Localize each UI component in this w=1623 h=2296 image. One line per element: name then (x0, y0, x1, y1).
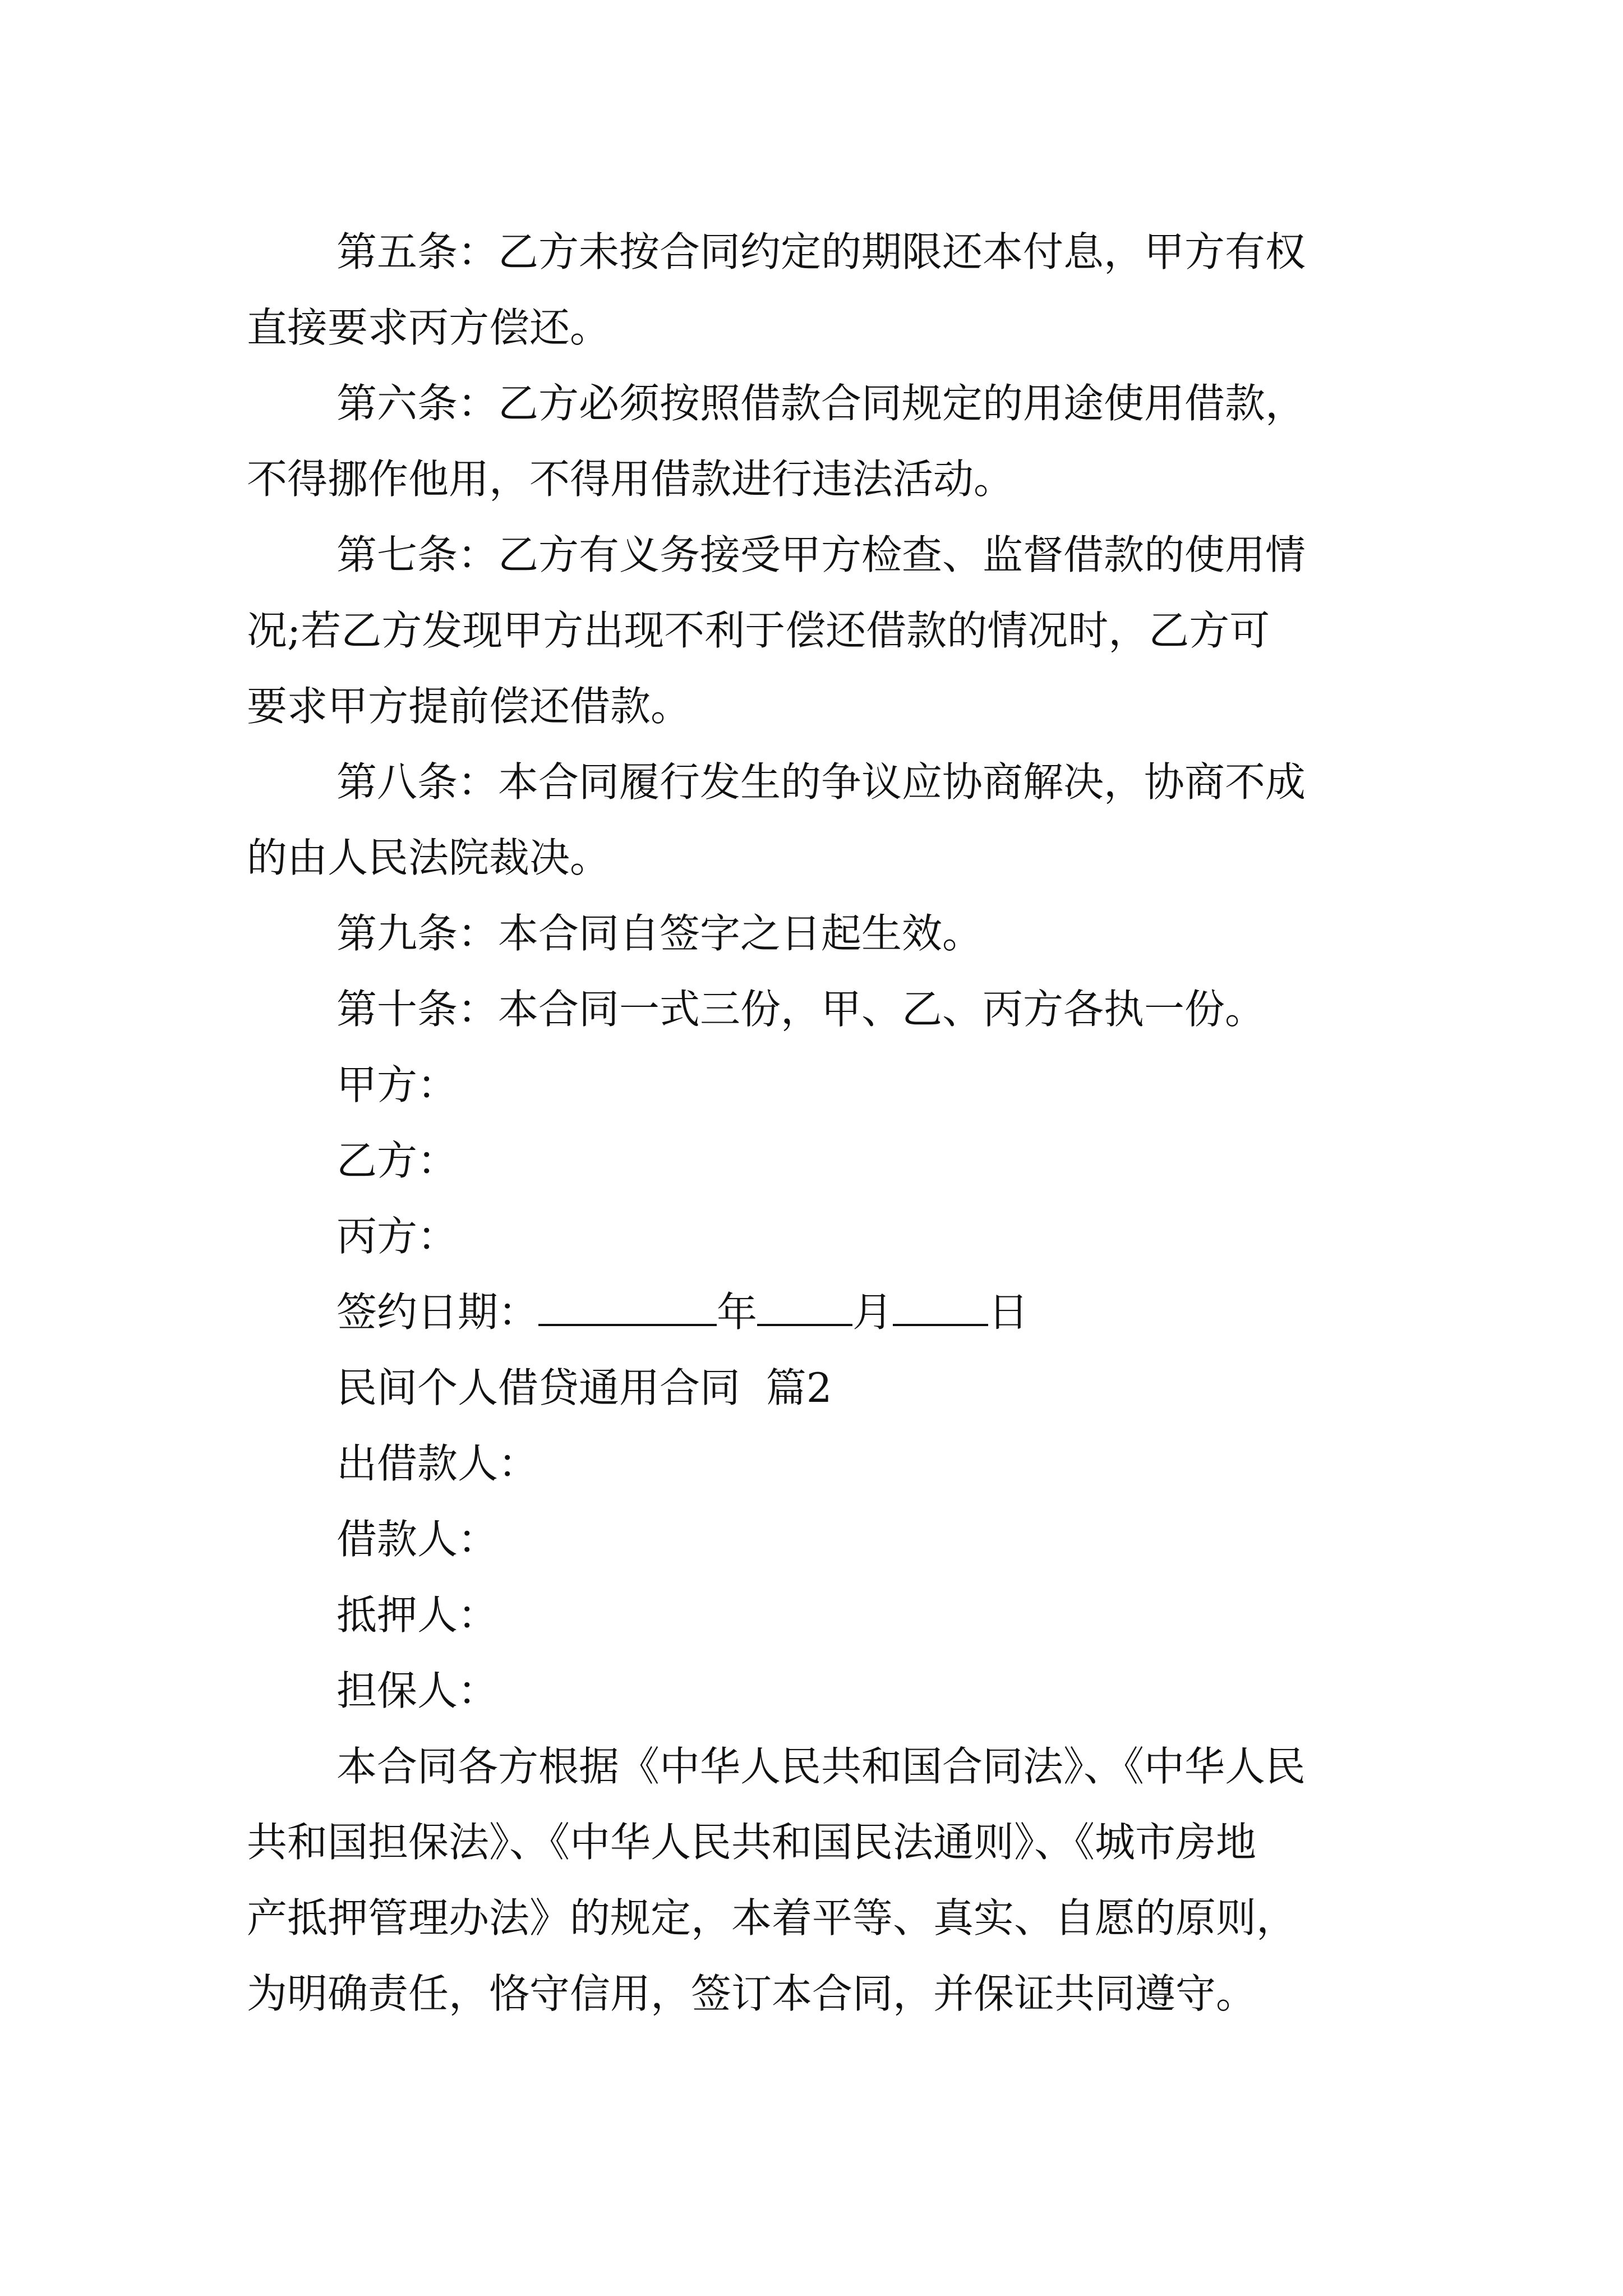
day-blank (893, 1289, 988, 1326)
party-c-label: 丙方： (336, 1213, 458, 1260)
lender-label: 出借款人： (336, 1440, 539, 1487)
article-8-line-2: 的由人民法院裁决。 (247, 834, 611, 881)
day-label: 日 (988, 1289, 1029, 1336)
article-5-line-2: 直接要求丙方偿还。 (247, 304, 611, 351)
preamble-line-3: 产抵押管理办法》的规定，本着平等、真实、自愿的原则， (247, 1894, 1297, 1941)
document-body (247, 214, 1391, 2032)
sign-date-line (247, 1274, 1391, 1350)
article-7-line-3: 要求甲方提前偿还借款。 (247, 683, 691, 730)
guarantor-label: 担保人： (336, 1667, 499, 1714)
party-b-label: 乙方： (336, 1137, 458, 1184)
article-7-line-1: 第七条：乙方有义务接受甲方检查、监督借款的使用情 (336, 531, 1306, 578)
article-5-line-1: 第五条：乙方未按合同约定的期限还本付息，甲方有权 (336, 228, 1306, 275)
party-a-label: 甲方： (336, 1061, 458, 1108)
article-6-line-2: 不得挪作他用，不得用借款进行违法活动。 (247, 455, 1015, 503)
section-2-title: 民间个人借贷通用合同 篇2 (336, 1364, 832, 1411)
sign-date-label: 签约日期： (336, 1289, 539, 1336)
article-8-line-1: 第八条：本合同履行发生的争议应协商解决，协商不成 (336, 758, 1306, 806)
year-blank (538, 1289, 717, 1326)
preamble-line-4: 为明确责任，恪守信用，签订本合同，并保证共同遵守。 (247, 1970, 1257, 2017)
year-label: 年 (717, 1289, 758, 1336)
article-10: 第十条：本合同一式三份，甲、乙、丙方各执一份。 (336, 986, 1266, 1033)
preamble-line-1: 本合同各方根据《中华人民共和国合同法》、《中华人民 (336, 1743, 1306, 1790)
article-6-line-1: 第六条：乙方必须按照借款合同规定的用途使用借款， (336, 380, 1306, 427)
preamble-line-2: 共和国担保法》、《中华人民共和国民法通则》、《城市房地 (247, 1819, 1257, 1866)
month-label: 月 (852, 1289, 893, 1336)
article-7-line-2: 况;若乙方发现甲方出现不利于偿还借款的情况时，乙方可 (247, 607, 1270, 654)
month-blank (757, 1289, 852, 1326)
borrower-label: 借款人： (336, 1516, 499, 1563)
mortgagor-label: 抵押人： (336, 1591, 499, 1639)
article-9: 第九条：本合同自签字之日起生效。 (336, 910, 983, 957)
